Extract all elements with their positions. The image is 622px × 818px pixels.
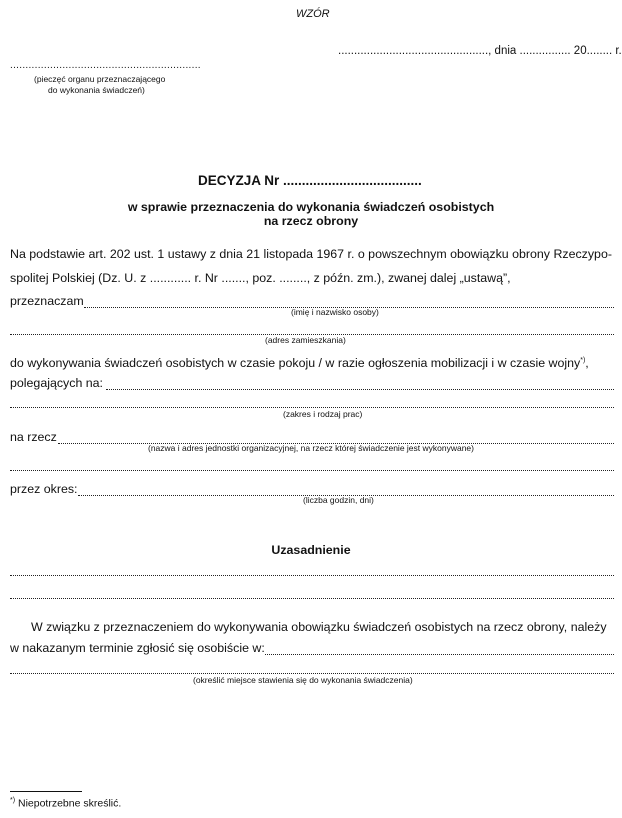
beneficiary-unit-caption: (nazwa i adres jednostki organizacyjnej, na rzecz której świadczenie jest wykonywane) bbox=[148, 443, 474, 453]
performance-clause-comma: , bbox=[585, 356, 589, 370]
reporting-place-field-2[interactable] bbox=[10, 659, 614, 674]
beneficiary-unit-field-2[interactable] bbox=[10, 456, 614, 471]
footnote-reference: *) bbox=[580, 356, 586, 364]
period-caption: (liczba godzin, dni) bbox=[303, 495, 374, 505]
justification-line-1[interactable] bbox=[10, 561, 614, 576]
stamp-caption-line-2: do wykonania świadczeń) bbox=[48, 85, 145, 95]
reporting-place-field[interactable] bbox=[265, 640, 614, 655]
beneficiary-label: na rzecz bbox=[10, 430, 57, 444]
consisting-label: polegających na: bbox=[10, 376, 103, 390]
footnote-text: Niepotrzebne skreślić. bbox=[15, 797, 122, 810]
decision-subject-line-2: na rzecz obrony bbox=[263, 214, 359, 228]
justification-line-2[interactable] bbox=[10, 584, 614, 599]
footnote-separator bbox=[10, 791, 82, 792]
work-scope-field-2[interactable] bbox=[10, 393, 614, 408]
stamp-dotted-line: .............................................................. bbox=[10, 60, 201, 71]
form-template-label: WZÓR bbox=[296, 8, 330, 20]
reporting-place-caption: (określić miejsce stawienia się do wykonania świadczenia) bbox=[193, 675, 413, 685]
stamp-caption-line-1: (pieczęć organu przeznaczającego bbox=[34, 74, 166, 84]
performance-clause-text: do wykonywania świadczeń osobistych w czasie pokoju / w razie ogłoszenia mobilizacji i w czasie wojny bbox=[10, 356, 581, 370]
instruction-line-1: W związku z przeznaczeniem do wykonywania obowiązku świadczeń osobistych na rzecz obrony, należy bbox=[31, 620, 607, 634]
legal-basis-line-2: spolitej Polskiej (Dz. U. z ............ r. Nr ......., poz. ........, z późn. zm.), zwanej dalej „ustawą”, bbox=[10, 271, 511, 285]
footnote-mark: *) bbox=[10, 797, 16, 804]
work-scope-caption: (zakres i rodzaj prac) bbox=[283, 409, 363, 419]
period-label: przez okres: bbox=[10, 482, 78, 496]
instruction-line-2: w nakazanym terminie zgłosić się osobiście w: bbox=[10, 641, 265, 655]
address-field[interactable] bbox=[10, 320, 614, 335]
assign-label: przeznaczam bbox=[10, 294, 84, 308]
person-name-field[interactable] bbox=[84, 293, 614, 308]
justification-heading: Uzasadnienie bbox=[271, 543, 351, 557]
work-scope-field[interactable] bbox=[106, 375, 614, 390]
footnote bbox=[10, 797, 121, 810]
period-field[interactable] bbox=[78, 481, 614, 496]
place-date-line: ..............................................., dnia ................ 20........ r. bbox=[338, 45, 622, 57]
decision-number-title: DECYZJA Nr ..................................... bbox=[198, 173, 422, 188]
legal-basis-line-1: Na podstawie art. 202 ust. 1 ustawy z dnia 21 listopada 1967 r. o powszechnym obowiązku obrony Rzeczypo- bbox=[10, 247, 612, 261]
address-caption: (adres zamieszkania) bbox=[265, 335, 346, 345]
performance-clause bbox=[10, 356, 589, 370]
beneficiary-unit-field[interactable] bbox=[58, 429, 614, 444]
decision-subject-line-1: w sprawie przeznaczenia do wykonania świadczeń osobistych bbox=[127, 200, 495, 214]
person-name-caption: (imię i nazwisko osoby) bbox=[291, 307, 379, 317]
